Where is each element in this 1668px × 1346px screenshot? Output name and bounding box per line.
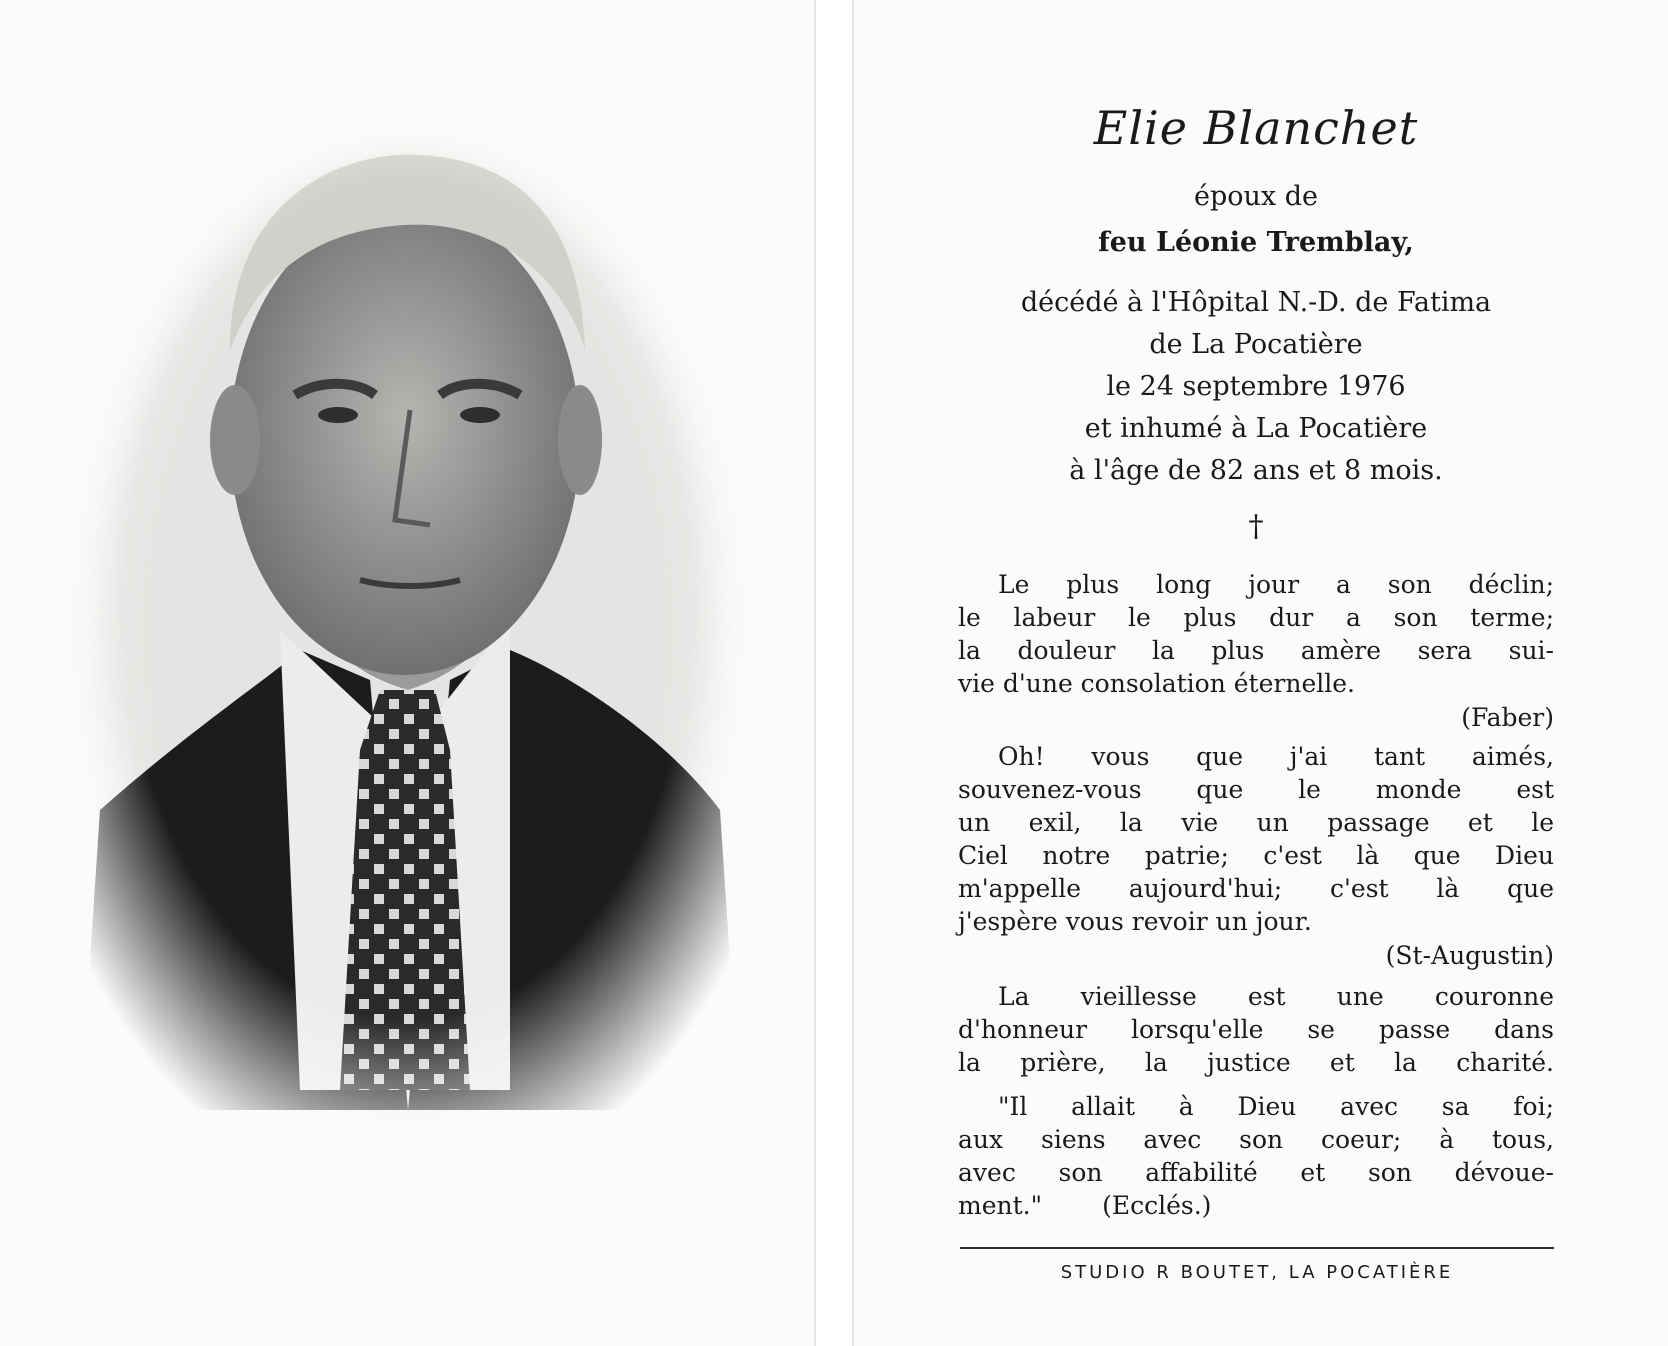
quote-line: souvenez-vous que le monde est [958,775,1554,804]
quote-line: "Il allait à Dieu avec sa foi; [998,1092,1554,1121]
quote-line: j'espère vous revoir un jour. [958,907,1312,936]
obituary-header [956,100,1556,554]
quote-eccles [958,1090,1554,1222]
quote-attribution: (St-Augustin) [1385,941,1554,970]
studio-credit: STUDIO R BOUTET, LA POCATIÈRE [1060,1262,1454,1283]
quote-line: La vieillesse est une couronne [998,982,1554,1011]
death-town: de La Pocatière [1149,329,1363,360]
spouse-name: feu Léonie Tremblay, [1098,227,1414,258]
quote-line: la prière, la justice et la charité. [958,1048,1554,1077]
quote-line: Le plus long jour a son déclin; [998,570,1554,599]
quote-vieillesse [958,980,1554,1079]
quote-line: vie d'une consolation éternelle. [958,669,1355,698]
quote-attribution: (Ecclés.) [1102,1191,1212,1220]
death-place: décédé à l'Hôpital N.-D. de Fatima [1020,287,1492,318]
cross-icon: † [1248,509,1264,544]
quote-attribution: (Faber) [1461,703,1554,732]
card-gap [816,0,852,1346]
quote-line: aux siens avec son coeur; à tous, [958,1125,1554,1154]
quote-line: Ciel notre patrie; c'est là que Dieu [958,841,1554,870]
quote-line: le labeur le plus dur a son terme; [958,603,1554,632]
quote-line: Oh! vous que j'ai tant aimés, [998,742,1554,771]
quote-line: ment." [958,1191,1043,1220]
spouse-intro: époux de [1194,181,1318,212]
quote-line: un exil, la vie un passage et le [958,808,1554,837]
quote-line: m'appelle aujourd'hui; c'est là que [958,874,1554,903]
quote-line: avec son affabilité et son dévoue- [958,1158,1554,1187]
death-date: le 24 septembre 1976 [1106,371,1406,402]
quote-augustin [958,740,1554,974]
divider-rule [960,1247,1554,1249]
quote-faber [958,568,1554,736]
portrait-photo [40,110,776,1200]
age-at-death: à l'âge de 82 ans et 8 mois. [1069,455,1443,486]
burial-place: et inhumé à La Pocatière [1084,413,1428,444]
quote-ending [958,1189,1554,1222]
quote-line: d'honneur lorsqu'elle se passe dans [958,1015,1554,1044]
quote-line: la douleur la plus amère sera sui- [958,636,1554,665]
deceased-name: Elie Blanchet [1093,101,1419,155]
